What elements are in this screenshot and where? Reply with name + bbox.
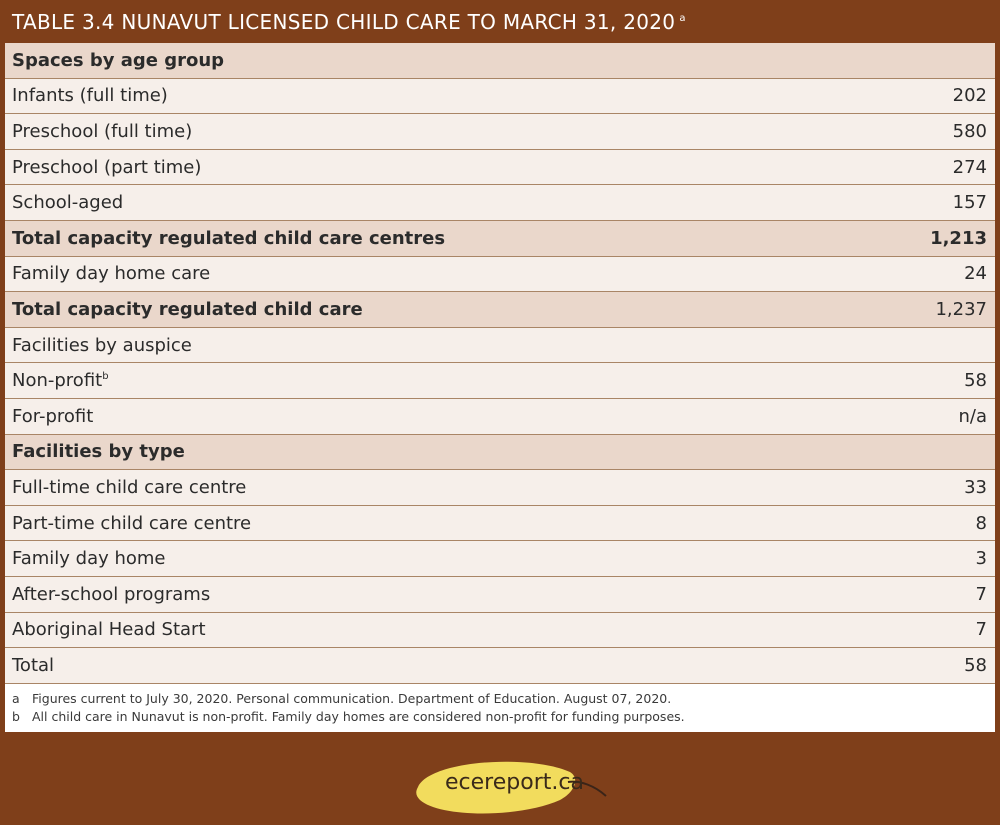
table-row-after-school <box>5 577 995 613</box>
table-row-infants <box>5 79 995 115</box>
row-value: 7 <box>975 583 987 605</box>
table-title <box>12 10 686 34</box>
row-label <box>12 370 109 391</box>
row-value: 3 <box>975 548 987 570</box>
section-header-facilities-by-type <box>5 435 995 471</box>
footnotes <box>5 684 995 732</box>
row-value: n/a <box>958 405 987 427</box>
row-label: Family day home <box>12 548 166 570</box>
row-value: 1,237 <box>935 298 987 320</box>
row-label: Total capacity regulated child care <box>12 298 363 320</box>
table-row-for-profit <box>5 399 995 435</box>
row-value: 58 <box>964 654 987 676</box>
row-label: Preschool (part time) <box>12 156 202 178</box>
footnote-key: a <box>12 690 20 706</box>
footnote-marker: b <box>102 371 109 383</box>
title-footnote-marker: a <box>679 13 686 25</box>
table-row-total-capacity <box>5 292 995 328</box>
table-title-text: TABLE 3.4 NUNAVUT LICENSED CHILD CARE TO MARCH 31, 2020 <box>12 10 676 34</box>
table-row-aboriginal-head-start <box>5 613 995 649</box>
row-label: Facilities by type <box>12 441 185 463</box>
table-row-full-time-centre <box>5 470 995 506</box>
footnote-a <box>12 690 987 708</box>
ecereport-logo[interactable] <box>410 752 610 817</box>
footnote-b <box>12 708 987 726</box>
row-label: Full-time child care centre <box>12 476 247 498</box>
row-value: 7 <box>975 619 987 641</box>
row-label: Family day home care <box>12 263 211 285</box>
row-value: 274 <box>952 156 987 178</box>
section-header-facilities-by-auspice <box>5 328 995 364</box>
row-value: 58 <box>964 370 987 392</box>
row-value: 1,213 <box>930 227 987 249</box>
footnote-key: b <box>12 708 20 724</box>
row-value: 24 <box>964 263 987 285</box>
table-row-school-aged <box>5 185 995 221</box>
table-row-preschool-full-time <box>5 114 995 150</box>
table-row-total-capacity-centres <box>5 221 995 257</box>
table-row-part-time-centre <box>5 506 995 542</box>
row-label: Facilities by auspice <box>12 334 192 356</box>
footnote-text: Figures current to July 30, 2020. Personal communication. Department of Education. August 07, 2020. <box>32 690 672 706</box>
table-row-family-day-home <box>5 541 995 577</box>
row-label: Preschool (full time) <box>12 120 193 142</box>
footnote-text: All child care in Nunavut is non-profit. Family day homes are considered non-profit for funding purposes. <box>32 708 685 724</box>
row-label: School-aged <box>12 192 124 214</box>
row-label: Aboriginal Head Start <box>12 619 206 641</box>
row-label: For-profit <box>12 405 94 427</box>
table-row-preschool-part-time <box>5 150 995 186</box>
row-value: 157 <box>952 192 987 214</box>
row-label: After-school programs <box>12 583 211 605</box>
logo-text: ecereport.ca <box>445 770 584 795</box>
table-row-family-day-home-care <box>5 257 995 293</box>
row-label: Spaces by age group <box>12 49 225 71</box>
data-table <box>5 43 995 732</box>
row-label: Infants (full time) <box>12 85 168 107</box>
row-value: 33 <box>964 476 987 498</box>
table-row-non-profit <box>5 363 995 399</box>
row-label-text: Non-profit <box>12 370 103 392</box>
row-label: Total capacity regulated child care centres <box>12 227 446 249</box>
row-label: Total <box>12 654 55 676</box>
row-value: 202 <box>952 85 987 107</box>
row-label: Part-time child care centre <box>12 512 252 534</box>
row-value: 580 <box>952 120 987 142</box>
section-header-spaces-by-age-group <box>5 43 995 79</box>
table-row-total <box>5 648 995 684</box>
row-value: 8 <box>975 512 987 534</box>
